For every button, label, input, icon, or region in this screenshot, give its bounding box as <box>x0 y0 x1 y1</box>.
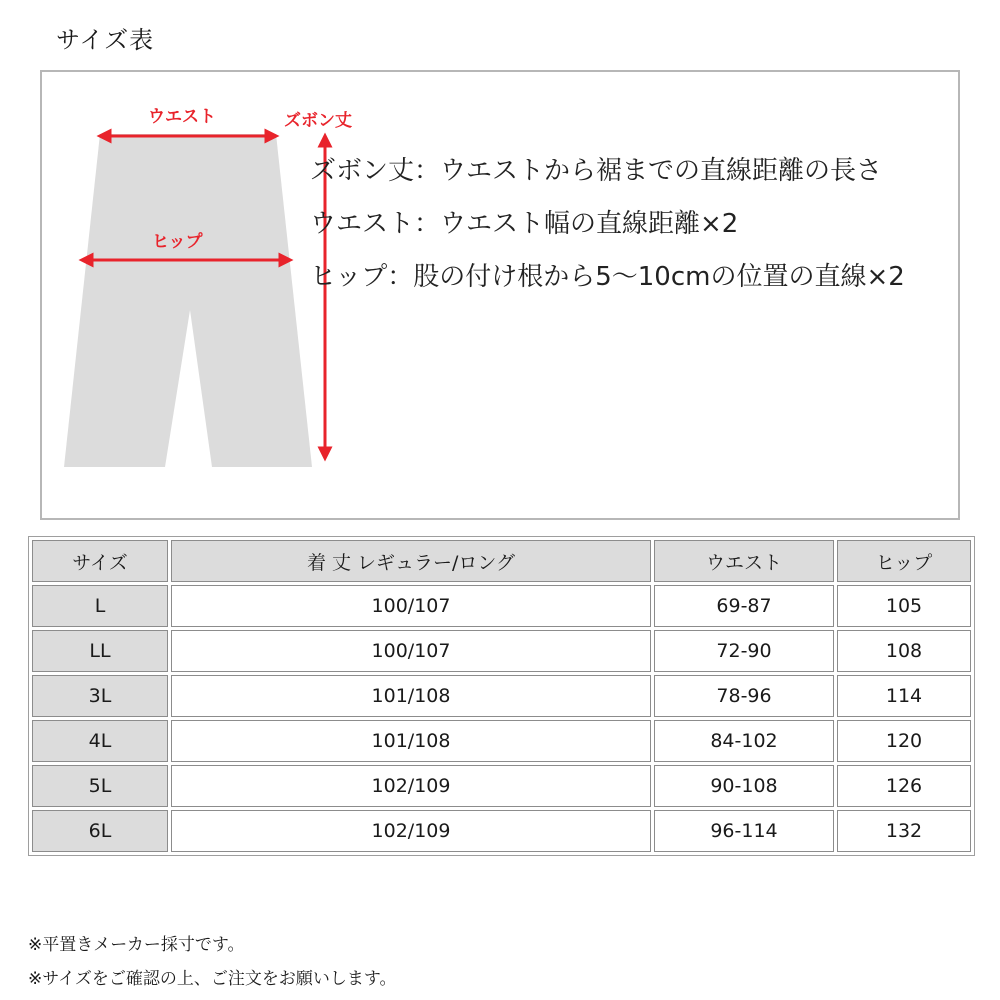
hip-cell: 114 <box>837 675 971 717</box>
desc-length: ズボン丈：ウエストから裾までの直線距離の長さ <box>310 156 883 186</box>
size-cell: 6L <box>32 810 168 852</box>
waist-cell: 90-108 <box>654 765 834 807</box>
table-row <box>32 585 971 627</box>
size-cell: 5L <box>32 765 168 807</box>
note-confirm: ※サイズをご確認の上、ご注文をお願いします。 <box>28 969 397 989</box>
page-title: サイズ表 <box>56 26 155 54</box>
hip-cell: 108 <box>837 630 971 672</box>
measurement-descriptions <box>310 145 905 304</box>
waist-cell: 84-102 <box>654 720 834 762</box>
waist-cell: 69-87 <box>654 585 834 627</box>
waist-cell: 72-90 <box>654 630 834 672</box>
desc-hip: ヒップ：股の付け根から5〜10cmの位置の直線×2 <box>310 262 905 292</box>
hip-cell: 132 <box>837 810 971 852</box>
table-header-row <box>32 540 971 582</box>
table-row <box>32 720 971 762</box>
size-cell: 3L <box>32 675 168 717</box>
table-row <box>32 765 971 807</box>
length-cell: 100/107 <box>171 585 651 627</box>
header-length: 着 丈 レギュラー/ロング <box>171 540 651 582</box>
note-measurement: ※平置きメーカー採寸です。 <box>28 935 245 955</box>
hip-cell: 126 <box>837 765 971 807</box>
desc-waist: ウエスト：ウエスト幅の直線距離×2 <box>310 209 739 239</box>
size-cell: L <box>32 585 168 627</box>
table-row <box>32 810 971 852</box>
notes <box>28 928 397 996</box>
length-cell: 100/107 <box>171 630 651 672</box>
size-cell: LL <box>32 630 168 672</box>
hip-cell: 105 <box>837 585 971 627</box>
length-cell: 101/108 <box>171 720 651 762</box>
size-table-container <box>28 536 975 856</box>
header-size: サイズ <box>32 540 168 582</box>
table-row <box>32 675 971 717</box>
table-row <box>32 630 971 672</box>
length-cell: 102/109 <box>171 765 651 807</box>
waist-cell: 78-96 <box>654 675 834 717</box>
length-label: ズボン丈 <box>284 111 352 131</box>
hip-label: ヒップ <box>152 232 203 252</box>
size-table <box>28 536 975 856</box>
length-cell: 102/109 <box>171 810 651 852</box>
waist-cell: 96-114 <box>654 810 834 852</box>
header-waist: ウエスト <box>654 540 834 582</box>
waist-label: ウエスト <box>148 107 216 127</box>
hip-cell: 120 <box>837 720 971 762</box>
pants-shape <box>64 134 312 467</box>
header-hip: ヒップ <box>837 540 971 582</box>
length-cell: 101/108 <box>171 675 651 717</box>
size-cell: 4L <box>32 720 168 762</box>
